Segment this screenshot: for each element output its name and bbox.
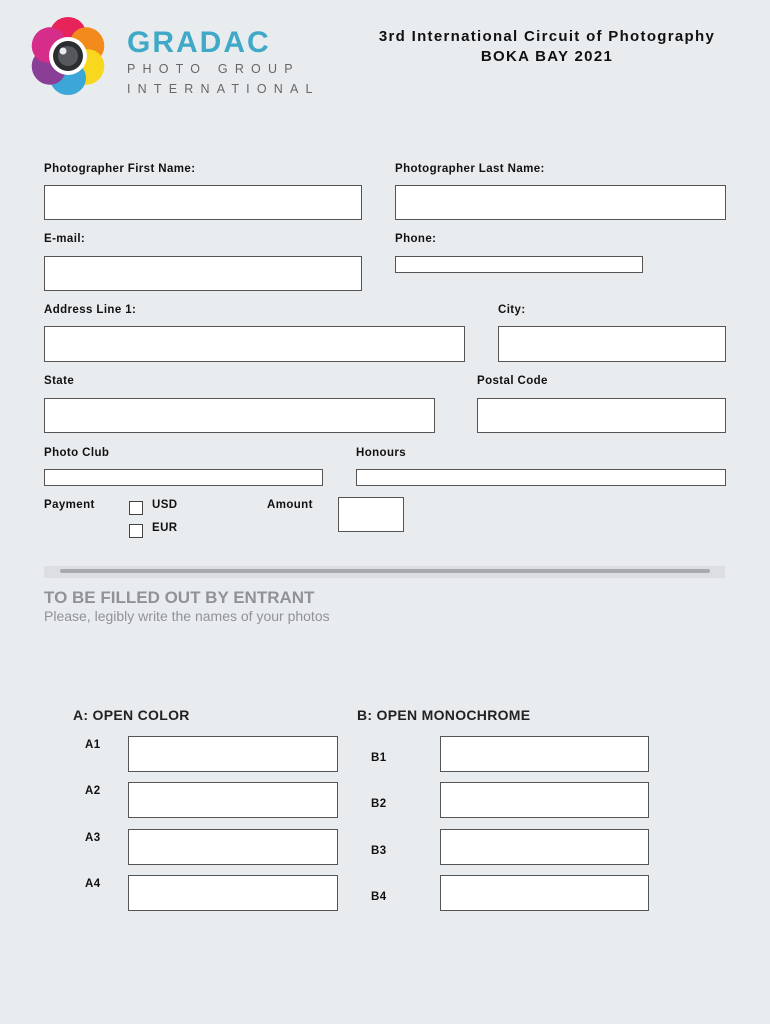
honours-field[interactable] [356,469,726,486]
photo-club-field[interactable] [44,469,323,486]
payment-label: Payment [44,499,95,511]
brand-name: GRADAC [127,26,271,59]
section-divider-rule [60,569,710,573]
a2-label: A2 [85,785,101,797]
a3-field[interactable] [128,829,338,865]
section-a-title: A: OPEN COLOR [73,707,190,723]
city-field[interactable] [498,326,726,362]
city-label: City: [498,304,526,316]
b1-field[interactable] [440,736,649,772]
b2-field[interactable] [440,782,649,818]
a4-field[interactable] [128,875,338,911]
logo [22,16,114,96]
usd-checkbox[interactable] [129,501,143,515]
a1-label: A1 [85,739,101,751]
b4-label: B4 [371,891,387,903]
address-label: Address Line 1: [44,304,137,316]
eur-label: EUR [152,522,178,534]
address-field[interactable] [44,326,465,362]
state-label: State [44,375,75,387]
a1-field[interactable] [128,736,338,772]
amount-field[interactable] [338,497,404,532]
phone-field[interactable] [395,256,643,273]
postal-code-label: Postal Code [477,375,548,387]
eur-checkbox[interactable] [129,524,143,538]
entrant-heading: TO BE FILLED OUT BY ENTRANT [44,588,315,607]
b2-label: B2 [371,798,387,810]
brand-tagline-1: PHOTO GROUP [127,62,300,76]
b3-label: B3 [371,845,387,857]
a2-field[interactable] [128,782,338,818]
b3-field[interactable] [440,829,649,865]
brand-tagline-2: INTERNATIONAL [127,82,320,96]
postal-code-field[interactable] [477,398,726,433]
entrant-subheading: Please, legibly write the names of your photos [44,608,330,624]
first-name-label: Photographer First Name: [44,163,196,175]
last-name-label: Photographer Last Name: [395,163,545,175]
first-name-field[interactable] [44,185,362,220]
state-field[interactable] [44,398,435,433]
a3-label: A3 [85,832,101,844]
b1-label: B1 [371,752,387,764]
a4-label: A4 [85,878,101,890]
phone-label: Phone: [395,233,437,245]
aperture-logo-icon [22,16,114,96]
b4-field[interactable] [440,875,649,911]
section-b-title: B: OPEN MONOCHROME [357,707,531,723]
honours-label: Honours [356,447,407,459]
usd-label: USD [152,499,178,511]
page-subtitle: BOKA BAY 2021 [480,48,614,65]
page-title: 3rd International Circuit of Photography [378,28,716,45]
photo-club-label: Photo Club [44,447,110,459]
amount-label: Amount [267,499,313,511]
last-name-field[interactable] [395,185,726,220]
email-field[interactable] [44,256,362,291]
email-label: E-mail: [44,233,86,245]
